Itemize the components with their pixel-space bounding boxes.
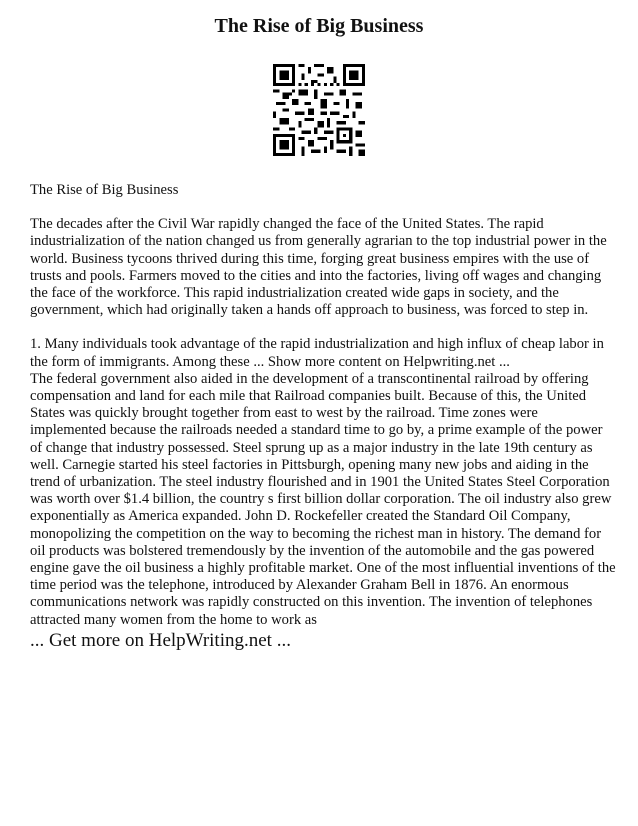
paragraph-point-1: 1. Many individuals took advantage of the rapid industrialization and high influx of cheap labor in the form of immigrants. Among these ... Show more content on Helpwriting.net ... <box>30 336 604 370</box>
document-subtitle: The Rise of Big Business <box>30 182 179 198</box>
get-more-link[interactable] <box>30 630 616 652</box>
document-body <box>30 182 616 629</box>
paragraph-intro: The decades after the Civil War rapidly changed the face of the United States. The rapid industrialization of the nation changed us from generally agrarian to the top industrial power in the world. Business tycoons thrived during this time, forging great business empires with the use of trusts and pools. Farmers moved to the cities and into the factories, living off wages and changing the face of the workforce. This rapid industrialization created wide gaps in society, and the government, which had originally taken a hands off approach to business, was forced to step in. <box>30 216 607 319</box>
paragraph-main: The federal government also aided in the development of a transcontinental railroad by offering compensation and land for each mile that Railroad companies built. Because of this, the United States was quickly brought together from east to west by the railroad. Time zones were implemented because the railroads needed a standard time to go by, a prime example of the power of change that industry possessed. Steel sprung up as a major industry in the late 19th century as well. Carnegie started his steel factories in Pittsburgh, opening many new jobs and aiding in the trend of urbanization. The steel industry flourished and in 1901 the United States Steel Corporation was worth over $1.4 billion, the country s first billion dollar corporation. The oil industry also grew exponentially as America expanded. John D. Rockefeller created the Standard Oil Company, monopolizing the competition on the way to becoming the richest man in history. The demand for oil products was bolstered tremendously by the invention of the automobile and the gas powered engine gave the oil business a highly profitable market. One of the most influential inventions of the time period was the telephone, introduced by Alexander Graham Bell in 1876. An enormous communications network was rapidly constructed on this invention. The invention of telephones attracted many women from the home to work as <box>30 370 616 628</box>
document-title: The Rise of Big Business <box>214 15 424 37</box>
qr-code-icon[interactable] <box>273 64 365 156</box>
get-more-link-text[interactable]: ... Get more on HelpWriting.net ... <box>30 630 291 651</box>
